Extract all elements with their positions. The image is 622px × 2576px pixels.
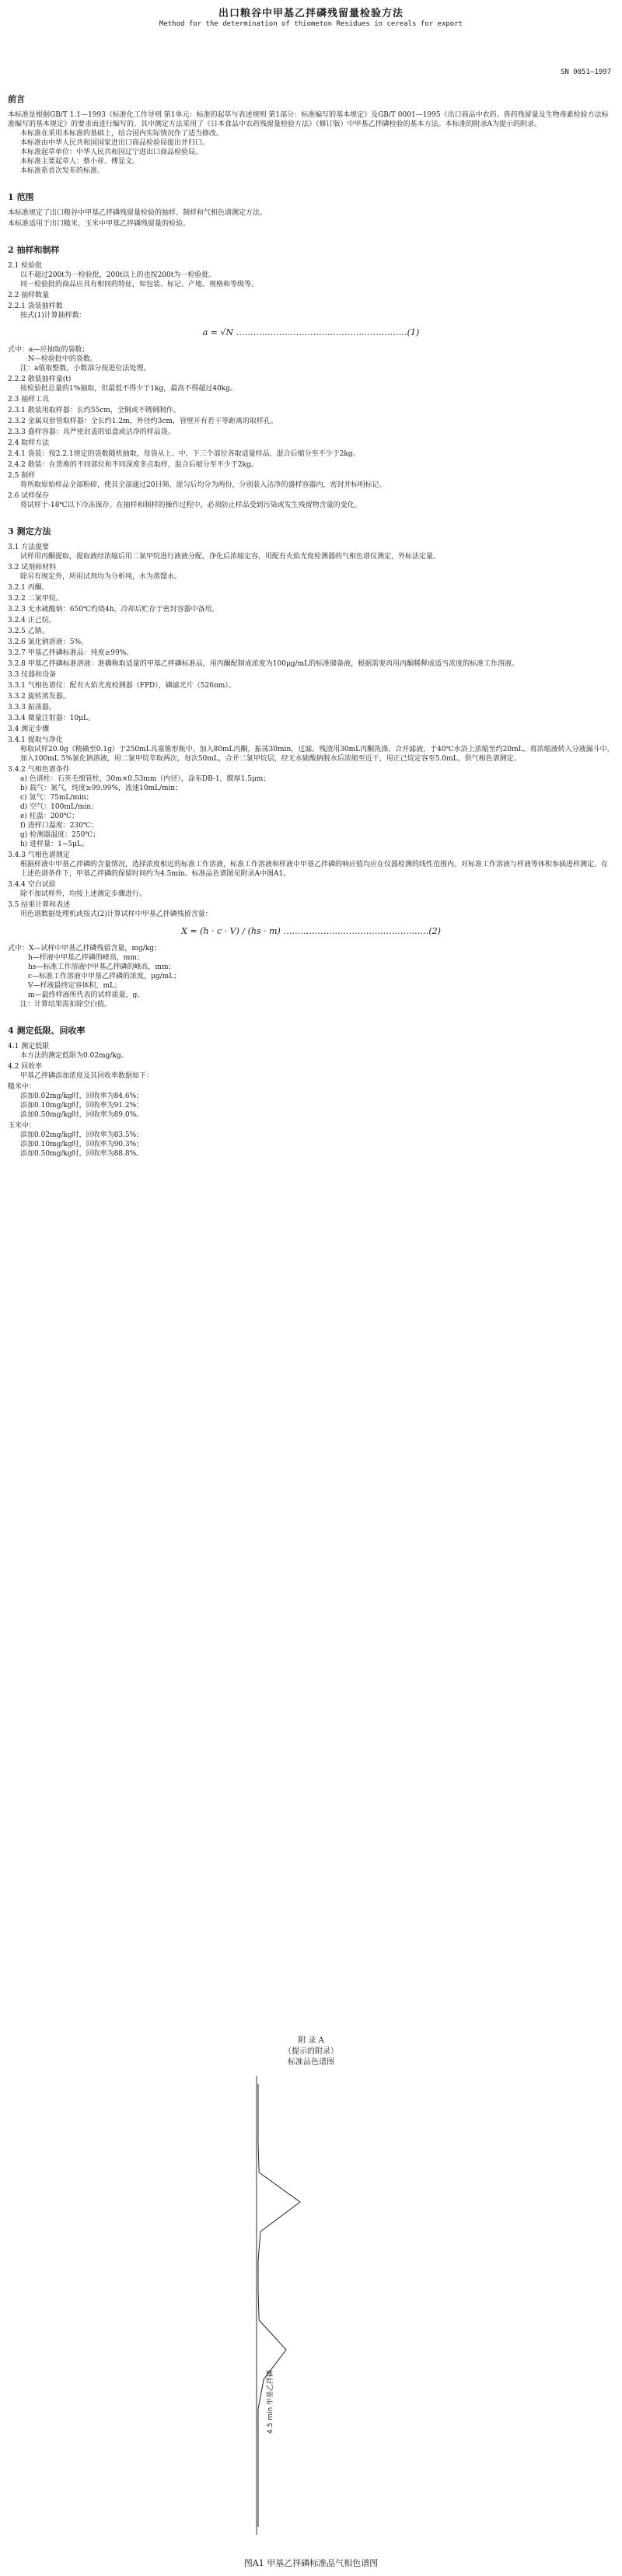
paragraph: 添加0.02mg/kg时，回收率为84.6%； — [20, 1092, 144, 1100]
paragraph: 试样用丙酮提取，提取液经浓缩后用二氯甲烷进行液液分配，净化后浓缩定容，用配有火焰光度检测器的气相色谱仪测定，外标法定量。 — [20, 553, 441, 561]
paragraph: 3.3.2 旋转蒸发器。 — [8, 693, 70, 701]
paragraph: f) 进样口温度：230℃； — [20, 822, 98, 830]
paragraph: 添加0.10mg/kg时，回收率为90.3%； — [20, 1141, 144, 1148]
paragraph: 添加0.02mg/kg时，回收率为83.5%； — [20, 1131, 144, 1139]
paragraph: 除另有规定外，所用试剂均为分析纯，水为蒸馏水。 — [20, 573, 182, 581]
paragraph: 2.4.1 袋装：按2.2.1规定的袋数随机抽取，每袋从上、中、下三个部位各取适量样品，混合后缩分至不少于2kg。 — [8, 450, 360, 458]
paragraph: 3.2.8 甲基乙拌磷标准溶液：准确称取适量的甲基乙拌磷标准品，用丙酮配制成浓度为100μg/mL的标准储备液，根据需要再用丙酮稀释成适当浓度的标准工作溶液。 — [8, 660, 519, 668]
paragraph: 4.2 回收率 — [8, 1063, 43, 1071]
paragraph: 按检验批总量的1%抽取，但最低不得少于1kg，最高不得超过40kg。 — [20, 385, 237, 393]
paragraph: 2.4.2 散装：在货堆的不同部位和不同深度多点取样，混合后缩分至不少于2kg。 — [8, 461, 258, 469]
paragraph: 3.3.3 振荡器。 — [8, 704, 56, 711]
section-heading: 3 测定方法 — [8, 526, 51, 537]
paragraph: 2.2.1 袋装抽样数 — [8, 302, 63, 310]
paragraph: 用色谱数据处理机或按式(2)计算试样中甲基乙拌磷残留含量： — [20, 911, 212, 918]
paragraph: 3.4.1 提取与净化 — [8, 736, 63, 744]
paragraph: h) 进样量：1~5μL。 — [20, 841, 89, 848]
section-heading: 2 抽样和制样 — [8, 245, 60, 255]
document-subtitle: Method for the determination of thiometon Residues in cereals for export — [159, 20, 463, 28]
paragraph: 3.2.2 二氯甲烷。 — [8, 595, 63, 603]
paragraph: e) 柱温：200℃； — [20, 813, 79, 820]
paragraph: 同一检验批的商品应具有相同的特征，如包装、标记、产地、规格和等级等。 — [20, 281, 259, 288]
appendix-label: 附 录 A — [298, 2036, 324, 2045]
section-heading: 1 范围 — [8, 192, 34, 202]
foreword-heading: 前言 — [8, 94, 25, 104]
paragraph: c) 氢气：75mL/min； — [20, 794, 93, 802]
paragraph: 根据样液中甲基乙拌磷的含量情况，选择浓度相近的标准工作溶液，标准工作溶液和样液中甲基乙拌磷的响应值均应在仪器检测的线性范围内。对标准工作溶液与样液等体积参插进样测定。在上述色谱条件下，甲基乙拌磷的保留时间约为4.5min。标准品色谱图见附录A中图A1。 — [20, 861, 609, 878]
paragraph: 2.3 抽样工具 — [8, 396, 50, 404]
chromatogram-trace — [258, 2084, 300, 2527]
paragraph: m—最终样液所代表的试样质量，g。 — [28, 991, 145, 999]
paragraph: 3.3 仪器和设备 — [8, 671, 57, 679]
foreword-paragraph: 本标准在采用本标准的基础上，结合国内实际情况作了适当修改。 — [20, 130, 224, 138]
paragraph: 2.3.3 盛样容器：具严密封盖的铝盒或洁净的样品袋。 — [8, 428, 175, 436]
paragraph: 将所取原始样品全部粉碎，使其全部通过20目筛，混匀后均分为两份，分别装入洁净的盛样容器内，密封并标明标记。 — [20, 481, 386, 489]
paragraph: 玉米中： — [8, 1122, 37, 1130]
paragraph: 4.1 测定低限 — [8, 1043, 50, 1050]
paragraph: 3.1 方法提要 — [8, 544, 50, 551]
paragraph: 3.4.4 空白试验 — [8, 881, 56, 889]
paragraph: 2.3.1 散装用取样器：长约55cm，全铜或不锈钢制作。 — [8, 407, 180, 414]
formula: X = (h · c · V) / (hs · m) ……………………………………………(2) — [181, 926, 441, 936]
foreword-paragraph: 本标准是根据GB/T 1.1—1993《标准化工作导则 第1单元：标准的起草与表述规则 第1部分：标准编写的基本规定》及GB/T 0001—1995《出口商品中农药、兽药残留量及生物毒素检验方法标准编写的基本规定》的要求而进行编写的。其中测定方法采用了《日本食品中农药残留量检验方法》（修订版）中甲基乙拌磷检验的基本方法。本标准的附录A为提示的附录。 — [8, 111, 609, 128]
paragraph: 3.2.1 丙酮。 — [8, 584, 49, 592]
paragraph: 式中：a—应抽取的袋数； — [8, 346, 89, 354]
document-title: 出口粮谷中甲基乙拌磷残留量检验方法 — [218, 8, 404, 19]
paragraph: b) 载气：氮气，纯度≥99.99%，流速10mL/min； — [20, 785, 183, 792]
paragraph: c—标准工作溶液中甲基乙拌磷的浓度，μg/mL； — [28, 973, 181, 980]
paragraph: 添加0.50mg/kg时，回收率为89.0%。 — [20, 1111, 144, 1119]
paragraph: 2.3.2 金属双套管取样器：全长约1.2m，外径约3cm，管壁开有若干等距离的取样孔。 — [8, 418, 278, 425]
paragraph: 以不超过200t为一检验批，200t以上的也按200t为一检验批。 — [20, 271, 216, 279]
paragraph: 按式(1)计算抽样数： — [20, 312, 86, 320]
foreword-paragraph: 本标准由中华人民共和国国家进出口商品检验局提出并归口。 — [20, 139, 210, 147]
standard-number: SN 0051—1997 — [560, 68, 611, 76]
paragraph: 3.4 测定步骤 — [8, 725, 50, 733]
paragraph: 2.2.2 散装抽样量(t) — [8, 376, 72, 383]
paragraph: 3.2.3 无水硫酸钠：650℃灼烧4h，冷却后贮存于密封容器中备用。 — [8, 606, 219, 613]
paragraph: V—样液最终定容体积，mL； — [28, 982, 122, 990]
formula: a = √N ……………………………………………………(1) — [202, 327, 420, 337]
paragraph: hs—标准工作溶液中甲基乙拌磷的峰高，mm； — [28, 963, 176, 971]
paragraph: 2.5 制样 — [8, 472, 36, 480]
paragraph: 3.3.4 微量注射器：10μL。 — [8, 715, 96, 722]
paragraph: 甲基乙拌磷添加浓度及其回收率数据如下： — [20, 1072, 154, 1080]
paragraph: 3.2.6 氯化钠溶液：5%。 — [8, 638, 89, 646]
paragraph: 将试样于-18℃以下冷冻保存。在抽样和制样的操作过程中，必须防止样品受到污染或发生残留物含量的变化。 — [20, 502, 362, 509]
paragraph: 添加0.10mg/kg时，回收率为91.2%； — [20, 1102, 144, 1110]
paragraph: 添加0.50mg/kg时，回收率为88.8%。 — [20, 1150, 144, 1158]
sections — [8, 193, 614, 1159]
document-body — [8, 78, 614, 1159]
foreword — [8, 110, 614, 176]
appendix-title: 标准品色谱图 — [288, 2058, 334, 2067]
paragraph: 2.4 取样方法 — [8, 439, 50, 447]
paragraph: a) 色谱柱：石英毛细管柱，30m×0.53mm（内径），涂布DB-1，膜厚1.5μm； — [20, 775, 271, 783]
paragraph: 3.2.7 甲基乙拌磷标准品：纯度≥99%。 — [8, 649, 134, 657]
paragraph: 本标准适用于出口糙米、玉米中甲基乙拌磷残留量的检验。 — [8, 220, 190, 228]
paragraph: 糙米中： — [8, 1083, 37, 1091]
paragraph: 3.2.5 乙腈。 — [8, 627, 49, 635]
paragraph: 3.3.1 气相色谱仪：配有火焰光度检测器（FPD），磷滤光片（526nm）。 — [8, 682, 236, 690]
paragraph: 2.2 抽样数量 — [8, 292, 50, 299]
paragraph: 2.1 检验批 — [8, 262, 43, 270]
paragraph: g) 检测器温度：250℃； — [20, 831, 100, 839]
paragraph: N—检验批中的袋数。 — [28, 355, 97, 363]
paragraph: 注：a值取整数，小数部分按进位法处理。 — [20, 365, 151, 372]
paragraph: 3.2 试剂和材料 — [8, 564, 57, 571]
paragraph: d) 空气：100mL/min； — [20, 803, 99, 811]
peak-label: 4.5 min 甲基乙拌磷 — [267, 2369, 274, 2434]
paragraph: 本标准规定了出口粮谷中甲基乙拌磷残留量检验的抽样、制样和气相色谱测定方法。 — [8, 209, 267, 217]
paragraph: 3.4.3 气相色谱测定 — [8, 851, 70, 859]
figure-caption: 图A1 甲基乙拌磷标准品气相色谱图 — [243, 2558, 379, 2568]
chromatogram-figure — [225, 2068, 412, 2550]
paragraph: h—样液中甲基乙拌磷的峰高，mm； — [28, 954, 144, 962]
paragraph: 3.5 结果计算和表述 — [8, 901, 71, 909]
foreword-paragraph: 本标准起草单位：中华人民共和国辽宁进出口商品检验局。 — [20, 149, 203, 156]
paragraph: 2.6 试样保存 — [8, 492, 50, 500]
foreword-paragraph: 本标准系首次发布的标准。 — [20, 167, 105, 175]
paragraph: 注：计算结果需扣除空白值。 — [20, 1001, 112, 1008]
paragraph: 3.4.2 气相色谱条件 — [8, 766, 70, 774]
paragraph: 3.2.4 正己烷。 — [8, 617, 56, 624]
paragraph: 除不加试样外，均按上述测定步骤进行。 — [20, 890, 147, 898]
section-heading: 4 测定低限、回收率 — [8, 1026, 86, 1036]
appendix-note: （提示的附录） — [284, 2047, 338, 2056]
appendix — [0, 2036, 622, 2068]
paragraph: 称取试样20.0g（精确至0.1g）于250mL具塞锥形瓶中，加入80mL丙酮，振荡30min，过滤。残渣用30mL丙酮洗涤，合并滤液，于40℃水浴上浓缩至约20mL。将浓缩液转入分液漏斗中，加入100mL 5%氯化钠溶液，用二氯甲烷萃取两次，每次50mL，合并二氯甲烷层，经无水硫酸钠脱水后浓缩至近干，用正己烷定容至5.0mL，供气相色谱测定。 — [20, 746, 614, 763]
paragraph: 式中：X—试样中甲基乙拌磷残留含量，mg/kg； — [8, 945, 161, 952]
foreword-paragraph: 本标准主要起草人：蔡小祥、傅显文。 — [20, 158, 140, 166]
paragraph: 本方法的测定低限为0.02mg/kg。 — [20, 1052, 128, 1060]
